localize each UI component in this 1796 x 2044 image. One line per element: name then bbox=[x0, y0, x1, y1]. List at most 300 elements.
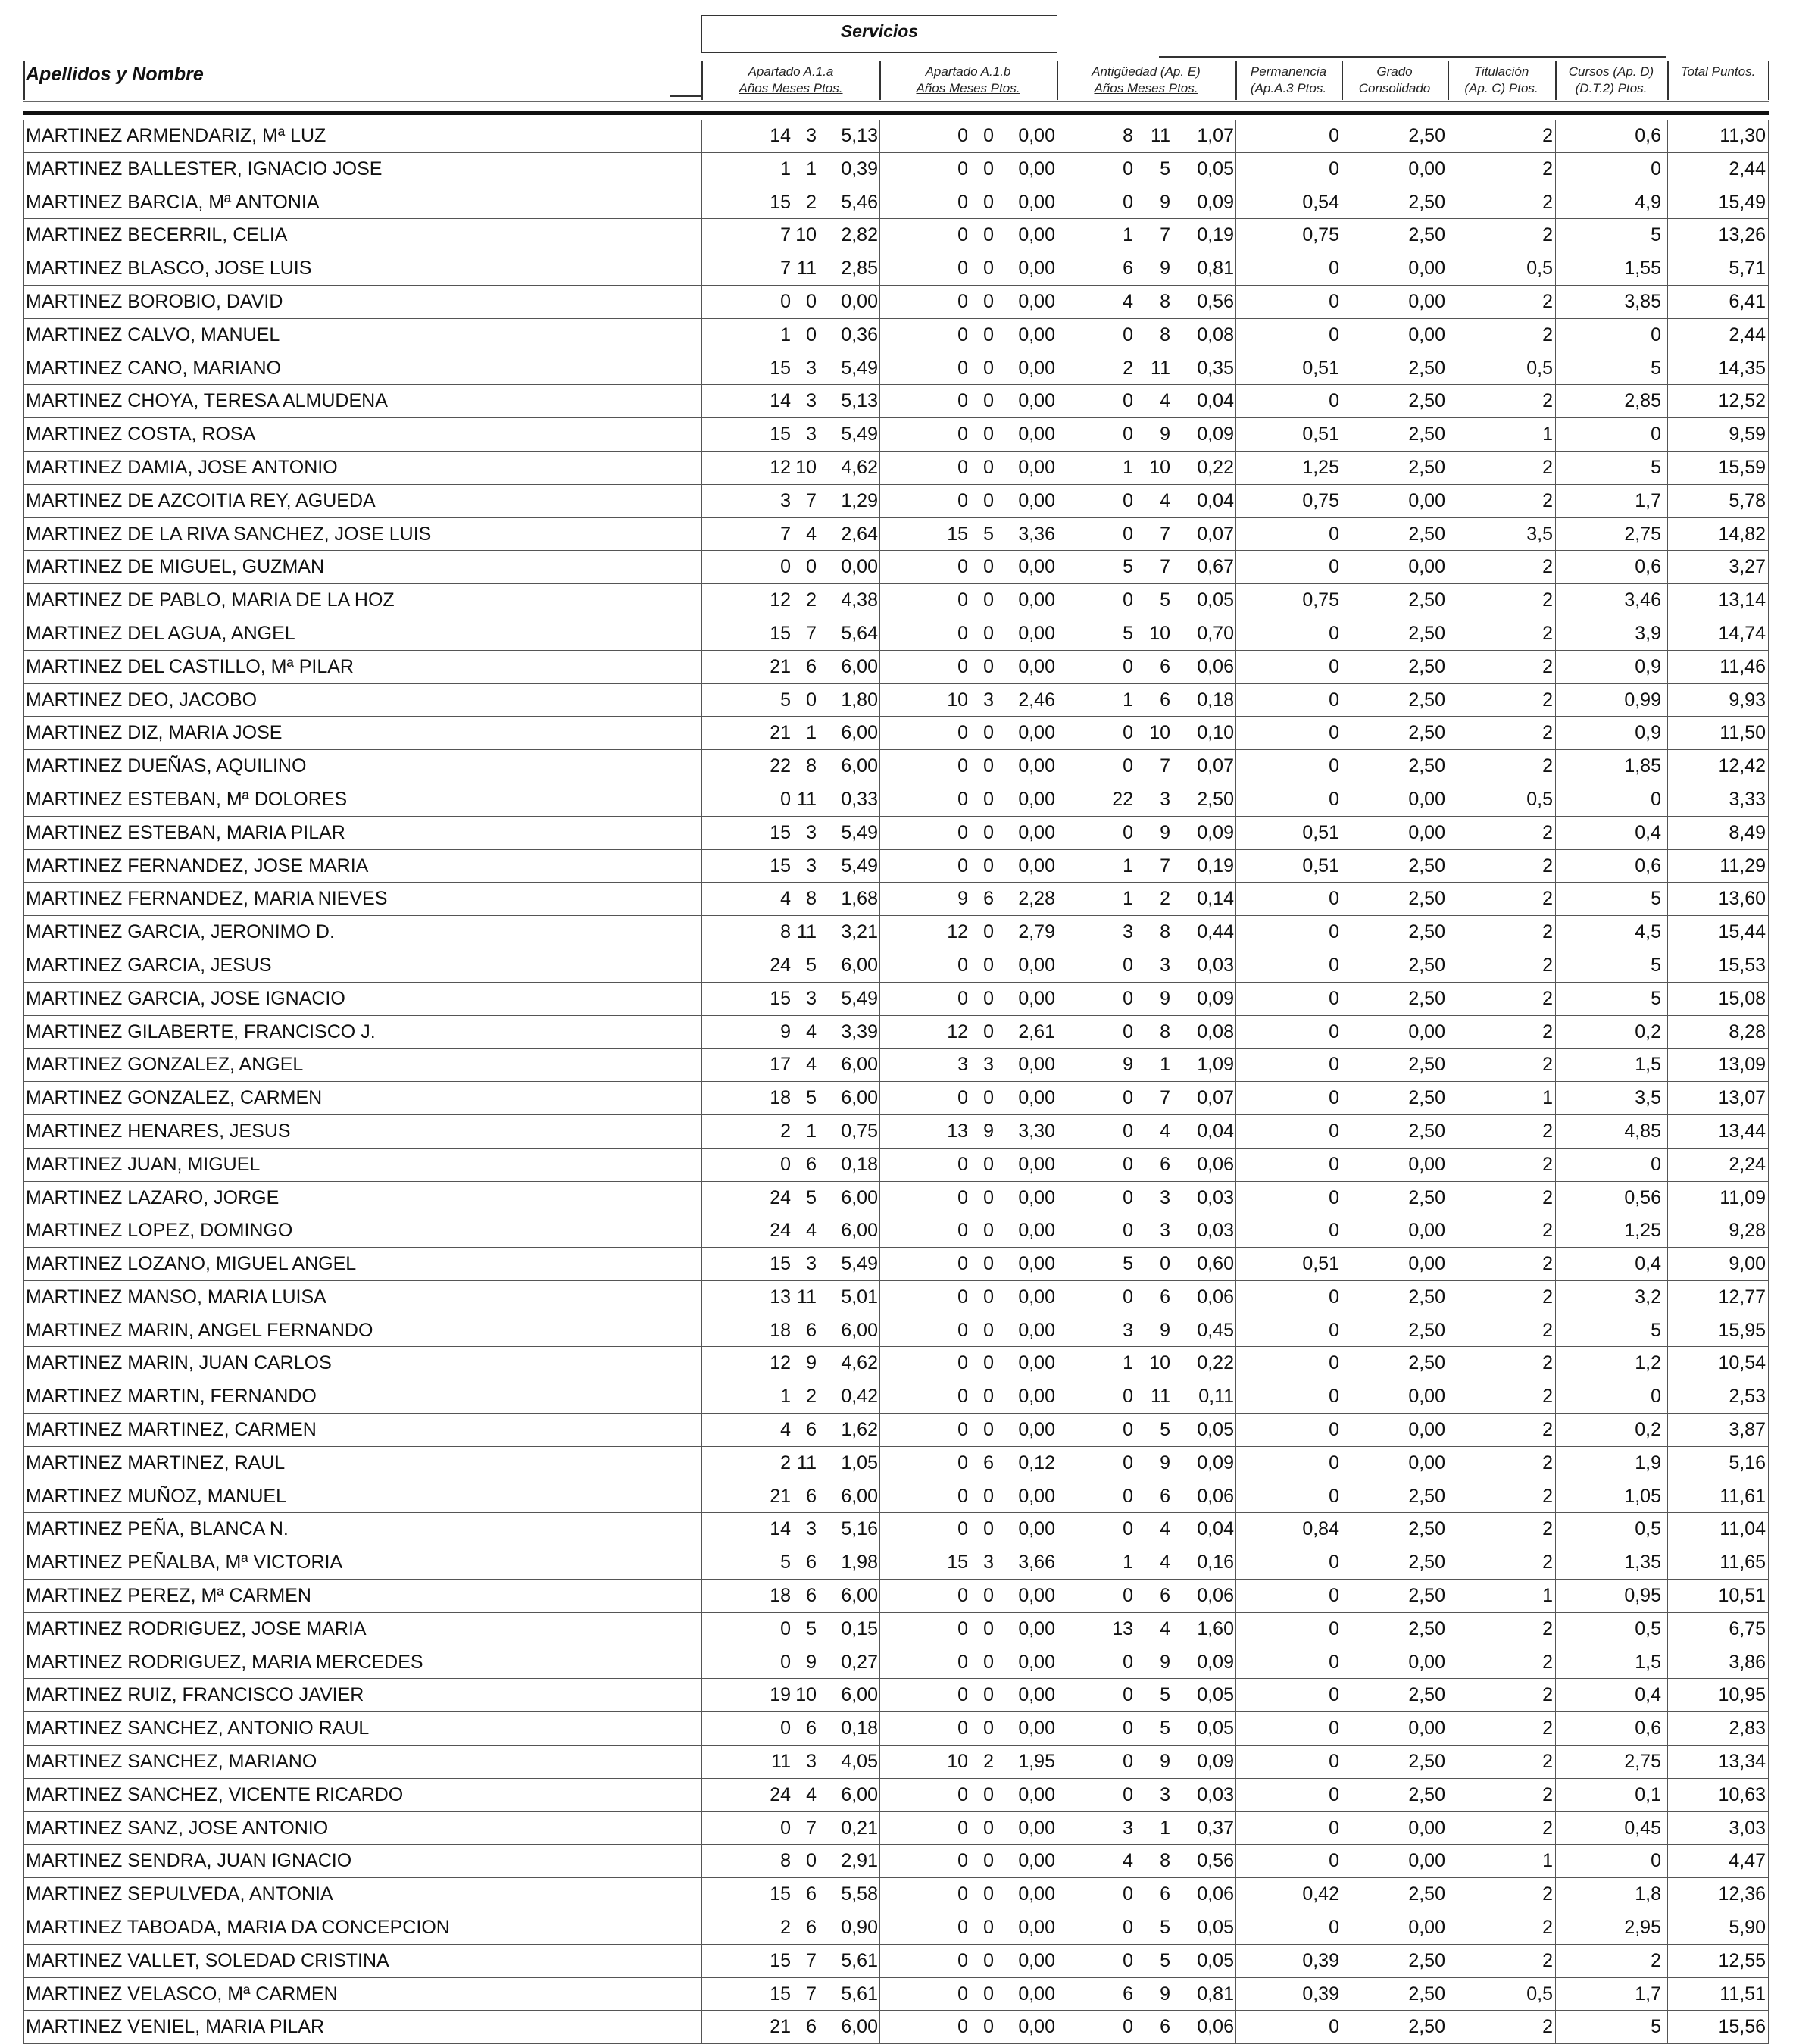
row-border bbox=[23, 1911, 24, 1944]
value-cell: 15 bbox=[770, 622, 791, 644]
row-border bbox=[23, 883, 24, 915]
column-separator bbox=[1235, 717, 1236, 749]
value-cell: 15 bbox=[770, 191, 791, 213]
value-cell: 0 bbox=[983, 290, 994, 312]
value-cell: 0 bbox=[1123, 1949, 1133, 1971]
column-separator bbox=[1235, 1945, 1236, 1977]
value-cell: 0,1 bbox=[1635, 1783, 1661, 1805]
column-separator bbox=[1768, 1347, 1769, 1380]
value-cell: 0 bbox=[983, 1983, 994, 2005]
value-cell: 24 bbox=[770, 954, 791, 976]
value-cell: 2 bbox=[1542, 1386, 1553, 1408]
value-cell: 5 bbox=[1123, 1253, 1133, 1275]
row-border bbox=[23, 717, 24, 749]
table-row bbox=[23, 385, 1769, 418]
value-cell: 4 bbox=[1160, 1552, 1170, 1574]
column-separator bbox=[879, 1248, 880, 1280]
column-separator bbox=[879, 1546, 880, 1579]
value-cell: 1 bbox=[806, 1120, 817, 1142]
column-separator bbox=[1768, 1414, 1769, 1446]
row-border bbox=[23, 1414, 24, 1446]
value-cell: 0 bbox=[1651, 1153, 1661, 1175]
value-cell: 3 bbox=[780, 489, 791, 511]
value-cell: 11 bbox=[797, 1452, 817, 1474]
column-separator bbox=[1555, 418, 1556, 451]
column-separator bbox=[1555, 219, 1556, 252]
row-border bbox=[23, 120, 24, 152]
table-row bbox=[23, 1380, 1769, 1414]
column-separator bbox=[879, 1978, 880, 2011]
value-cell: 0,00 bbox=[1018, 489, 1055, 511]
column-separator bbox=[701, 1347, 702, 1380]
value-cell: 0,06 bbox=[1197, 1485, 1234, 1507]
value-cell: 0,51 bbox=[1302, 855, 1339, 877]
column-separator bbox=[1768, 1480, 1769, 1513]
value-cell: 11,46 bbox=[1719, 655, 1766, 677]
header-line-1: Total Puntos. bbox=[1680, 64, 1756, 79]
value-cell: 2,79 bbox=[1018, 921, 1055, 943]
column-separator bbox=[701, 983, 702, 1015]
value-cell: 2 bbox=[1542, 1319, 1553, 1341]
name-cell: MARTINEZ DE PABLO, MARIA DE LA HOZ bbox=[26, 589, 395, 611]
value-cell: 0,00 bbox=[1018, 1617, 1055, 1639]
value-cell: 2,46 bbox=[1018, 689, 1055, 711]
table-row bbox=[23, 1281, 1769, 1314]
header-line-1: Antigüedad (Ap. E) bbox=[1092, 64, 1201, 79]
table-row bbox=[23, 1580, 1769, 1613]
value-cell: 12,52 bbox=[1718, 390, 1766, 412]
value-cell: 0 bbox=[1329, 755, 1339, 777]
table-row bbox=[23, 1049, 1769, 1082]
value-cell: 11 bbox=[797, 258, 817, 280]
table-row bbox=[23, 286, 1769, 319]
table-row bbox=[23, 916, 1769, 949]
value-cell: 2 bbox=[1160, 888, 1170, 910]
value-cell: 2 bbox=[1542, 489, 1553, 511]
column-separator bbox=[879, 485, 880, 517]
column-separator bbox=[1768, 1314, 1769, 1347]
value-cell: 9 bbox=[1160, 1651, 1170, 1673]
table-row bbox=[23, 949, 1769, 983]
value-cell: 10,51 bbox=[1718, 1585, 1766, 1607]
column-separator bbox=[879, 385, 880, 417]
column-separator bbox=[1768, 850, 1769, 883]
value-cell: 0 bbox=[957, 158, 968, 180]
header-line-1: Apartado A.1.a bbox=[748, 64, 834, 79]
column-separator bbox=[1667, 1182, 1668, 1214]
name-cell: MARTINEZ TABOADA, MARIA DA CONCEPCION bbox=[26, 1917, 450, 1939]
value-cell: 3 bbox=[806, 390, 817, 412]
row-border bbox=[23, 2011, 24, 2043]
column-separator bbox=[1235, 485, 1236, 517]
value-cell: 0,06 bbox=[1197, 1883, 1234, 1905]
value-cell: 5,13 bbox=[841, 125, 878, 146]
value-cell: 0 bbox=[1123, 954, 1133, 976]
value-cell: 0 bbox=[957, 821, 968, 843]
value-cell: 5,61 bbox=[841, 1983, 878, 2005]
value-cell: 0,6 bbox=[1635, 125, 1661, 146]
column-separator bbox=[701, 1082, 702, 1114]
column-separator bbox=[1768, 2011, 1769, 2043]
value-cell: 0 bbox=[983, 1485, 994, 1507]
column-separator bbox=[701, 1613, 702, 1646]
column-separator bbox=[1555, 1414, 1556, 1446]
table-row bbox=[23, 186, 1769, 220]
value-cell: 2,50 bbox=[1197, 788, 1234, 810]
value-cell: 15,08 bbox=[1718, 987, 1766, 1009]
column-separator bbox=[1667, 551, 1668, 583]
value-cell: 0,00 bbox=[1018, 1485, 1055, 1507]
row-border bbox=[23, 783, 24, 816]
value-cell: 5 bbox=[780, 1552, 791, 1574]
value-cell: 0 bbox=[1329, 1020, 1339, 1042]
column-separator bbox=[701, 1248, 702, 1280]
column-separator bbox=[1235, 916, 1236, 949]
table-row bbox=[23, 352, 1769, 386]
value-cell: 0,00 bbox=[1018, 125, 1055, 146]
value-cell: 0 bbox=[1123, 1386, 1133, 1408]
header-separator bbox=[701, 61, 703, 100]
value-cell: 2,50 bbox=[1408, 224, 1445, 246]
value-cell: 0 bbox=[983, 258, 994, 280]
value-cell: 0 bbox=[983, 489, 994, 511]
row-border bbox=[23, 1149, 24, 1181]
value-cell: 3 bbox=[983, 689, 994, 711]
row-border bbox=[23, 1845, 24, 1877]
column-separator bbox=[1667, 584, 1668, 617]
value-cell: 2,50 bbox=[1408, 689, 1445, 711]
value-cell: 2,24 bbox=[1729, 1153, 1766, 1175]
column-separator bbox=[1768, 518, 1769, 551]
value-cell: 9 bbox=[1160, 821, 1170, 843]
value-cell: 0 bbox=[1329, 1352, 1339, 1374]
value-cell: 4 bbox=[1160, 1617, 1170, 1639]
column-separator bbox=[1768, 153, 1769, 186]
column-separator bbox=[879, 252, 880, 285]
column-separator bbox=[1555, 1314, 1556, 1347]
value-cell: 2 bbox=[1542, 1917, 1553, 1939]
header-line-1: Permanencia bbox=[1250, 64, 1327, 79]
column-separator bbox=[1235, 1712, 1236, 1745]
value-cell: 0 bbox=[957, 1684, 968, 1706]
column-separator bbox=[1235, 385, 1236, 417]
value-cell: 0,18 bbox=[1197, 689, 1234, 711]
value-cell: 0 bbox=[1123, 655, 1133, 677]
column-separator bbox=[1235, 1845, 1236, 1877]
column-separator bbox=[1555, 949, 1556, 982]
value-cell: 2,28 bbox=[1018, 888, 1055, 910]
value-cell: 0 bbox=[957, 1949, 968, 1971]
column-separator bbox=[701, 2011, 702, 2043]
value-cell: 12 bbox=[947, 921, 968, 943]
column-separator bbox=[1235, 1380, 1236, 1413]
value-cell: 11 bbox=[1151, 357, 1170, 379]
value-cell: 1 bbox=[1542, 1087, 1553, 1109]
value-cell: 0 bbox=[957, 1352, 968, 1374]
value-cell: 4 bbox=[806, 523, 817, 545]
column-separator bbox=[1768, 684, 1769, 717]
column-separator bbox=[1768, 1513, 1769, 1546]
row-border bbox=[23, 1812, 24, 1845]
value-cell: 12,77 bbox=[1718, 1286, 1766, 1308]
value-cell: 0 bbox=[957, 191, 968, 213]
value-cell: 0,00 bbox=[1408, 1917, 1445, 1939]
value-cell: 0,00 bbox=[1408, 1651, 1445, 1673]
column-separator bbox=[1235, 1214, 1236, 1247]
value-cell: 5 bbox=[1160, 1917, 1170, 1939]
column-separator bbox=[1555, 286, 1556, 318]
column-separator bbox=[1555, 186, 1556, 219]
column-separator bbox=[879, 551, 880, 583]
value-cell: 0,00 bbox=[1018, 556, 1055, 578]
value-cell: 0 bbox=[1329, 888, 1339, 910]
table-row bbox=[23, 1878, 1769, 1911]
value-cell: 2 bbox=[1542, 1419, 1553, 1441]
column-separator bbox=[1768, 916, 1769, 949]
column-separator bbox=[1768, 1281, 1769, 1314]
value-cell: 0,2 bbox=[1635, 1419, 1661, 1441]
column-separator bbox=[1555, 1380, 1556, 1413]
value-cell: 0 bbox=[1123, 1717, 1133, 1739]
column-separator bbox=[1555, 1945, 1556, 1977]
value-cell: 0 bbox=[957, 258, 968, 280]
name-cell: MARTINEZ BARCIA, Mª ANTONIA bbox=[26, 191, 320, 213]
value-cell: 0,00 bbox=[1018, 390, 1055, 412]
column-separator bbox=[701, 319, 702, 352]
value-cell: 2,95 bbox=[1624, 1917, 1661, 1939]
value-cell: 0 bbox=[983, 125, 994, 146]
column-separator bbox=[1555, 1214, 1556, 1247]
value-cell: 0,67 bbox=[1197, 556, 1234, 578]
value-cell: 0,00 bbox=[1408, 489, 1445, 511]
value-cell: 2,50 bbox=[1408, 1949, 1445, 1971]
row-border bbox=[23, 1712, 24, 1745]
value-cell: 2,50 bbox=[1408, 357, 1445, 379]
value-cell: 0,4 bbox=[1635, 1253, 1661, 1275]
column-separator bbox=[879, 1447, 880, 1480]
value-cell: 0,04 bbox=[1197, 1518, 1234, 1540]
column-separator bbox=[701, 1149, 702, 1181]
column-separator bbox=[1768, 949, 1769, 982]
value-cell: 2 bbox=[1542, 689, 1553, 711]
name-cell: MARTINEZ RUIZ, FRANCISCO JAVIER bbox=[26, 1684, 364, 1706]
value-cell: 0 bbox=[957, 224, 968, 246]
name-cell: MARTINEZ VENIEL, MARIA PILAR bbox=[26, 2016, 325, 2038]
value-cell: 2,64 bbox=[841, 523, 878, 545]
column-separator bbox=[1555, 319, 1556, 352]
column-separator bbox=[879, 783, 880, 816]
table-row bbox=[23, 651, 1769, 684]
table-row bbox=[23, 1149, 1769, 1182]
value-cell: 1,07 bbox=[1197, 125, 1234, 146]
name-cell: MARTINEZ GONZALEZ, ANGEL bbox=[26, 1054, 304, 1076]
value-cell: 0,00 bbox=[1408, 556, 1445, 578]
value-cell: 2 bbox=[1542, 1220, 1553, 1242]
value-cell: 0,07 bbox=[1197, 1087, 1234, 1109]
value-cell: 13,07 bbox=[1718, 1087, 1766, 1109]
name-cell: MARTINEZ LOZANO, MIGUEL ANGEL bbox=[26, 1253, 357, 1275]
value-cell: 0 bbox=[780, 1651, 791, 1673]
column-separator bbox=[1235, 551, 1236, 583]
value-cell: 0 bbox=[1123, 191, 1133, 213]
value-cell: 0,39 bbox=[1302, 1983, 1339, 2005]
value-cell: 13,14 bbox=[1718, 589, 1766, 611]
table-row bbox=[23, 1182, 1769, 1215]
value-cell: 14 bbox=[770, 1518, 791, 1540]
name-cell: MARTINEZ ESTEBAN, Mª DOLORES bbox=[26, 788, 348, 810]
value-cell: 10,54 bbox=[1718, 1352, 1766, 1374]
header-thick-rule bbox=[23, 111, 1769, 115]
row-border bbox=[23, 1182, 24, 1214]
column-separator bbox=[879, 1613, 880, 1646]
column-separator bbox=[879, 916, 880, 949]
name-cell: MARTINEZ FERNANDEZ, MARIA NIEVES bbox=[26, 888, 388, 910]
value-cell: 0 bbox=[1123, 821, 1133, 843]
column-separator bbox=[1768, 584, 1769, 617]
column-separator bbox=[1555, 120, 1556, 152]
value-cell: 0 bbox=[780, 1717, 791, 1739]
value-cell: 0 bbox=[1123, 755, 1133, 777]
column-separator bbox=[1667, 219, 1668, 252]
value-cell: 0 bbox=[1329, 1087, 1339, 1109]
value-cell: 4,5 bbox=[1635, 921, 1661, 943]
value-cell: 3 bbox=[1123, 1319, 1133, 1341]
column-separator bbox=[879, 983, 880, 1015]
column-separator bbox=[701, 651, 702, 683]
table-row bbox=[23, 1746, 1769, 1779]
value-cell: 0,00 bbox=[1018, 1253, 1055, 1275]
row-border bbox=[23, 1480, 24, 1513]
value-cell: 3,2 bbox=[1635, 1286, 1661, 1308]
value-cell: 12 bbox=[770, 589, 791, 611]
value-cell: 5,16 bbox=[1729, 1452, 1766, 1474]
value-cell: 2 bbox=[1542, 1452, 1553, 1474]
column-separator bbox=[701, 286, 702, 318]
value-cell: 2 bbox=[1542, 323, 1553, 345]
value-cell: 0 bbox=[957, 456, 968, 478]
name-cell: MARTINEZ CANO, MARIANO bbox=[26, 357, 282, 379]
value-cell: 1 bbox=[1123, 888, 1133, 910]
value-cell: 5 bbox=[806, 1087, 817, 1109]
column-separator bbox=[1667, 1480, 1668, 1513]
value-cell: 9,00 bbox=[1729, 1253, 1766, 1275]
column-separator bbox=[1555, 1513, 1556, 1546]
value-cell: 9 bbox=[957, 888, 968, 910]
column-separator bbox=[1235, 1812, 1236, 1845]
column-separator bbox=[879, 883, 880, 915]
column-separator bbox=[1667, 1414, 1668, 1446]
header-permanencia bbox=[1236, 64, 1341, 97]
value-cell: 3 bbox=[806, 1751, 817, 1773]
value-cell: 5,58 bbox=[841, 1883, 878, 1905]
value-cell: 2 bbox=[780, 1120, 791, 1142]
value-cell: 10 bbox=[1149, 722, 1170, 744]
name-cell: MARTINEZ GILABERTE, FRANCISCO J. bbox=[26, 1020, 376, 1042]
column-separator bbox=[879, 1712, 880, 1745]
value-cell: 0 bbox=[1651, 1386, 1661, 1408]
value-cell: 5 bbox=[1651, 954, 1661, 976]
value-cell: 5 bbox=[1651, 888, 1661, 910]
value-cell: 0,00 bbox=[1018, 290, 1055, 312]
value-cell: 6,00 bbox=[841, 1220, 878, 1242]
row-border bbox=[23, 1016, 24, 1049]
value-cell: 2,50 bbox=[1408, 125, 1445, 146]
value-cell: 8 bbox=[806, 888, 817, 910]
column-separator bbox=[1768, 651, 1769, 683]
column-separator bbox=[1768, 418, 1769, 451]
value-cell: 3,5 bbox=[1635, 1087, 1661, 1109]
value-cell: 0 bbox=[957, 855, 968, 877]
column-separator bbox=[1555, 1480, 1556, 1513]
value-cell: 2,50 bbox=[1408, 655, 1445, 677]
value-cell: 2,75 bbox=[1624, 523, 1661, 545]
value-cell: 0,75 bbox=[1302, 224, 1339, 246]
value-cell: 0 bbox=[983, 655, 994, 677]
value-cell: 11,04 bbox=[1719, 1518, 1766, 1540]
servicios-header: Servicios bbox=[701, 15, 1057, 53]
row-border bbox=[23, 1214, 24, 1247]
value-cell: 0,39 bbox=[841, 158, 878, 180]
value-cell: 0 bbox=[983, 755, 994, 777]
value-cell: 5,49 bbox=[841, 855, 878, 877]
column-separator bbox=[1667, 1878, 1668, 1911]
value-cell: 0 bbox=[983, 1817, 994, 1839]
header-separator bbox=[1555, 61, 1557, 100]
value-cell: 5,78 bbox=[1729, 489, 1766, 511]
value-cell: 5,49 bbox=[841, 1253, 878, 1275]
value-cell: 0 bbox=[1123, 1783, 1133, 1805]
value-cell: 0,14 bbox=[1197, 888, 1234, 910]
column-separator bbox=[1555, 783, 1556, 816]
name-cell: MARTINEZ ESTEBAN, MARIA PILAR bbox=[26, 821, 345, 843]
header-separator bbox=[879, 61, 881, 100]
value-cell: 3,36 bbox=[1018, 523, 1055, 545]
value-cell: 9 bbox=[1160, 1983, 1170, 2005]
value-cell: 4 bbox=[780, 888, 791, 910]
column-separator bbox=[1667, 1281, 1668, 1314]
value-cell: 0 bbox=[1329, 987, 1339, 1009]
value-cell: 2,50 bbox=[1408, 954, 1445, 976]
table-row bbox=[23, 1911, 1769, 1945]
value-cell: 10 bbox=[795, 456, 817, 478]
column-separator bbox=[879, 1945, 880, 1977]
row-border bbox=[23, 1779, 24, 1811]
value-cell: 2,85 bbox=[1624, 390, 1661, 412]
column-separator bbox=[701, 518, 702, 551]
value-cell: 0 bbox=[957, 423, 968, 445]
table-row bbox=[23, 1115, 1769, 1149]
value-cell: 0,11 bbox=[1198, 1386, 1234, 1408]
value-cell: 0 bbox=[983, 622, 994, 644]
column-separator bbox=[879, 1115, 880, 1148]
value-cell: 4 bbox=[1160, 390, 1170, 412]
table-row bbox=[23, 518, 1769, 552]
table-row bbox=[23, 617, 1769, 651]
column-separator bbox=[1235, 983, 1236, 1015]
column-separator bbox=[879, 1513, 880, 1546]
header-titulacion bbox=[1448, 64, 1554, 97]
name-cell: MARTINEZ COSTA, ROSA bbox=[26, 423, 256, 445]
column-separator bbox=[701, 1513, 702, 1546]
column-separator bbox=[1555, 1546, 1556, 1579]
value-cell: 15 bbox=[770, 423, 791, 445]
value-cell: 15 bbox=[770, 357, 791, 379]
column-separator bbox=[701, 949, 702, 982]
column-separator bbox=[1235, 1613, 1236, 1646]
value-cell: 5,16 bbox=[841, 1518, 878, 1540]
column-separator bbox=[1555, 1712, 1556, 1745]
value-cell: 0,00 bbox=[1018, 1153, 1055, 1175]
